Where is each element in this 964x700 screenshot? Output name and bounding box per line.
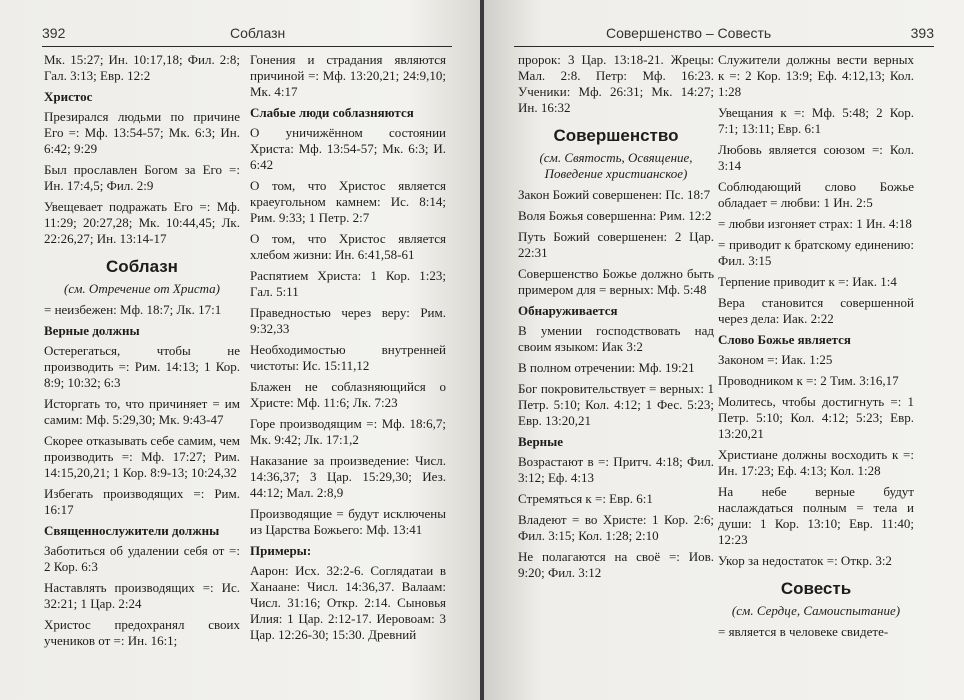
index-entry: Воля Божья совершенна: Рим. 12:2: [518, 208, 712, 223]
index-entry: = приводит к братскому единению: Фил. 3:15: [718, 237, 914, 268]
index-entry: Распятием Христа: 1 Кор. 1:23; Гал. 5:11: [250, 268, 446, 299]
index-entry: Необходимостью внутренней чистоты: Ис. 15:11,12: [250, 342, 446, 373]
index-entry: Совершенство Божье должно быть примером для = верных: Мф. 5:48: [518, 266, 714, 297]
index-entry: Бог покровительствует = верных: 1 Петр. 5:10; Кол. 4:12; 1 Фес. 5:23; Евр. 13:20,21: [518, 381, 714, 428]
index-entry: Стремяться к =: Евр. 6:1: [518, 491, 653, 506]
left-column-2: [250, 52, 446, 648]
index-entry: Исторгать то, что причиняет = им самим: Мф. 5:29,30; Мк. 9:43-47: [44, 396, 240, 427]
index-entry: Наказание за произведение: Числ. 14:36,37; 3 Цар. 15:29,30; Иез. 44:12; Мал. 2:8,9: [250, 453, 446, 500]
index-entry: Презирался людьми по причине Его =: Мф. 13:54-57; Мк. 6:3; Ин. 6:42; 9:29: [44, 109, 240, 156]
index-entry: Служители должны вести верных к =: 2 Кор. 13:9; Еф. 4:12,13; Кол. 1:28: [718, 52, 914, 99]
index-entry: Производящие = будут исключены из Царства Божьего: Мф. 13:41: [250, 506, 446, 537]
index-entry: Молитесь, чтобы достигнуть =: 1 Петр. 5:10; Кол. 4:12; 5:23; Евр. 13:20,21: [718, 394, 914, 441]
index-entry: Любовь является союзом =: Кол. 3:14: [718, 142, 914, 173]
right-page-header: [514, 22, 934, 47]
index-entry: Мк. 15:27; Ин. 10:17,18; Фил. 2:8; Гал. 3:13; Евр. 12:2: [44, 52, 240, 83]
running-title: Совершенство – Совесть: [606, 25, 772, 41]
see-also-note: (см. Отречение от Христа): [64, 281, 220, 296]
subheading: Верные: [518, 434, 564, 449]
left-column-1: [44, 52, 240, 654]
index-entry: = любви изгоняет страх: 1 Ин. 4:18: [718, 216, 912, 231]
subheading: Верные должны: [44, 323, 140, 338]
subheading: Примеры:: [250, 543, 312, 558]
see-also-note: (см. Сердце, Самоиспытание): [731, 603, 901, 618]
index-entry: Владеют = во Христе: 1 Кор. 2:6; Фил. 3:15; Кол. 1:28; 2:10: [518, 512, 714, 543]
see-also-note: (см. Святость, Освящение, Поведение христианское): [539, 150, 693, 181]
index-entry: Возрастают в =: Притч. 4:18; Фил. 3:12; Еф. 4:13: [518, 454, 714, 485]
index-entry: В полном отречении: Мф. 19:21: [518, 360, 695, 375]
index-entry: Увещевает подражать Его =: Мф. 11:29; 20:27,28; Мк. 10:44,45; Лк. 22:26,27; Ин. 13:14-17: [44, 199, 240, 246]
index-entry: Путь Божий совершенен: 2 Цар. 22:31: [518, 229, 714, 260]
index-entry: Вера становится совершенной через дела: Иак. 2:22: [718, 295, 914, 326]
index-entry: Увещания к =: Мф. 5:48; 2 Кор. 7:1; 13:11; Евр. 6:1: [718, 105, 914, 136]
index-entry: пророк: 3 Цар. 13:18-21. Жрецы: Мал. 2:8. Петр: Мф. 16:23. Ученики: Мф. 26:31; Мк. 14:27; Ин. 16:32: [518, 52, 714, 115]
page-number: 392: [42, 25, 66, 41]
index-entry: Христиане должны восходить к =: Ин. 17:23; Еф. 4:13; Кол. 1:28: [718, 447, 914, 478]
index-entry: Укор за недостаток =: Откр. 3:2: [718, 553, 892, 568]
index-entry: Соблюдающий слово Божье обладает = любви: 1 Ин. 2:5: [718, 179, 914, 210]
index-entry: Был прославлен Богом за Его =: Ин. 17:4,5; Фил. 2:9: [44, 162, 240, 193]
index-entry: Закон Божий совершенен: Пс. 18:7: [518, 187, 711, 202]
index-entry: Гонения и страдания являются причиной =: Мф. 13:20,21; 24:9,10; Мк. 4:17: [250, 52, 446, 99]
entry-title: Совесть: [780, 579, 852, 598]
index-entry: Блажен не соблазняющийся о Христе: Мф. 11:6; Лк. 7:23: [250, 379, 446, 410]
running-title: Соблазн: [230, 25, 286, 41]
subheading: Обнаруживается: [518, 303, 618, 318]
index-entry: Заботиться об удалении себя от =: 2 Кор. 6:3: [44, 543, 240, 574]
index-entry: О том, что Христос является хлебом жизни: Ин. 6:41,58-61: [250, 231, 446, 262]
entry-title: Совершенство: [553, 126, 679, 145]
index-entry: Горе производящим =: Мф. 18:6,7; Мк. 9:42; Лк. 17:1,2: [250, 416, 446, 447]
left-page: [0, 0, 480, 700]
index-entry: О том, что Христос является краеугольном камнем: Ис. 8:14; Рим. 9:33; 1 Петр. 2:7: [250, 178, 446, 225]
index-entry: Наставлять производящих =: Ис. 32:21; 1 Цар. 2:24: [44, 580, 240, 611]
index-entry: Законом =: Иак. 1:25: [718, 352, 833, 367]
index-entry: Терпение приводит к =: Иак. 1:4: [718, 274, 897, 289]
entry-title: Соблазн: [106, 257, 178, 276]
index-entry: Остерегаться, чтобы не производить =: Рим. 14:13; 1 Кор. 8:9; 10:32; 6:3: [44, 343, 240, 390]
index-entry: Христос предохранял своих учеников от =: Ин. 16:1;: [44, 617, 240, 648]
index-entry: О уничижённом состоянии Христа: Мф. 13:54-57; Мк. 6:3; И. 6:42: [250, 125, 446, 172]
index-entry: Избегать производящих =: Рим. 16:17: [44, 486, 240, 517]
index-entry: На небе верные будут наслаждаться полным = тела и души: 1 Кор. 13:10; Евр. 11:40; 12:23: [718, 484, 914, 547]
index-entry: = неизбежен: Мф. 18:7; Лк. 17:1: [44, 302, 222, 317]
left-page-header: [42, 22, 452, 47]
index-entry: Не полагаются на своё =: Иов. 9:20; Фил. 3:12: [518, 549, 714, 580]
subheading: Христос: [44, 89, 93, 104]
index-entry: Праведностью через веру: Рим. 9:32,33: [250, 305, 446, 336]
subheading: Слово Божье является: [718, 332, 851, 347]
index-entry: Скорее отказывать себе самим, чем производить =: Мф. 17:27; Рим. 14:15,20,21; 1 Кор. 8:9-13; 10:24,32: [44, 433, 240, 480]
index-entry: Проводником к =: 2 Тим. 3:16,17: [718, 373, 899, 388]
subheading: Священнослужители должны: [44, 523, 220, 538]
right-page: [484, 0, 964, 700]
right-column-1: [518, 52, 714, 586]
index-entry: Аарон: Исх. 32:2-6. Соглядатаи в Ханаане: Числ. 14:36,37. Валаам: Числ. 31:16; Откр. 2:14. Сыновья Илия: 1 Цар. 2:12-17. Иеровоам: 3 Цар. 12:26-30; 15:30. Древний: [250, 563, 446, 642]
right-column-2: [718, 52, 914, 645]
subheading: Слабые люди соблазняются: [250, 105, 414, 120]
index-entry: = является в человеке свидете-: [718, 624, 889, 639]
page-number: 393: [910, 25, 934, 41]
index-entry: В умении господствовать над своим языком: Иак 3:2: [518, 323, 714, 354]
